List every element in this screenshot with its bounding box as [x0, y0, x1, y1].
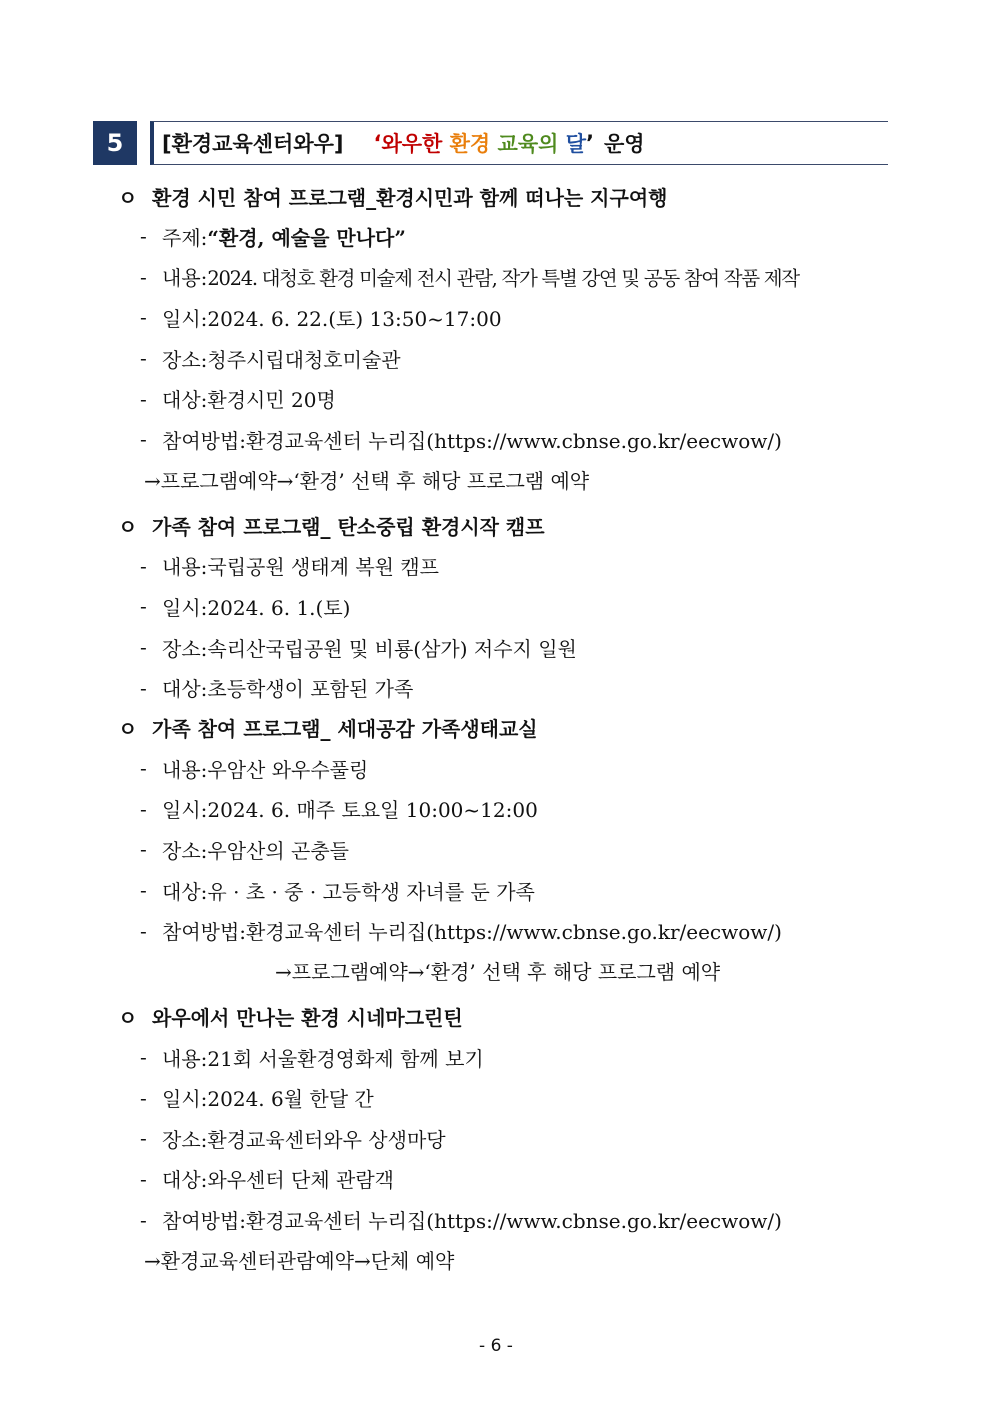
item-label: 내용: — [162, 555, 208, 580]
dash-bullet: - — [140, 1085, 147, 1110]
list-item — [118, 419, 908, 460]
item-label: 일시: — [162, 798, 208, 823]
item-label: 대상: — [162, 388, 208, 413]
dash-bullet: - — [140, 675, 147, 700]
circle-bullet-icon: ㅇ — [118, 1006, 138, 1031]
section-number-badge: 5 — [93, 121, 137, 165]
dash-bullet: - — [140, 1126, 147, 1151]
circle-bullet-icon: ㅇ — [118, 185, 138, 210]
list-item — [118, 586, 908, 627]
item-value: 속리산국립공원 및 비룡(삼가) 저수지 일원 — [207, 636, 577, 661]
title-word-dal: 달 — [565, 132, 586, 156]
section-heading-text: 가족 참여 프로그램_ 탄소중립 환경시작 캠프 — [152, 515, 545, 540]
list-item — [118, 789, 908, 830]
item-value: 환경교육센터 누리집(https://www.cbnse.go.kr/eecwow/) — [246, 428, 782, 453]
circle-bullet-icon: ㅇ — [118, 717, 138, 742]
item-value: 2024. 6월 한달 간 — [207, 1087, 374, 1112]
list-item — [118, 910, 908, 951]
item-value: 초등학생이 포함된 가족 — [207, 677, 414, 702]
list-item — [118, 748, 908, 789]
item-value: 환경교육센터 누리집(https://www.cbnse.go.kr/eecwow/) — [246, 1209, 782, 1234]
item-label: 대상: — [162, 879, 208, 904]
item-label: 장소: — [162, 347, 208, 372]
item-value: 환경시민 20명 — [207, 388, 336, 413]
dash-bullet: - — [140, 918, 147, 943]
dash-bullet: - — [140, 1207, 147, 1232]
dash-bullet: - — [140, 1166, 147, 1191]
item-value: 와우센터 단체 관람객 — [207, 1168, 394, 1193]
dash-bullet: - — [140, 594, 147, 619]
list-item — [118, 1159, 908, 1200]
section-heading — [118, 506, 908, 546]
section-heading — [118, 997, 908, 1037]
list-item — [118, 1037, 908, 1078]
item-value: 환경교육센터 누리집(https://www.cbnse.go.kr/eecwow/) — [246, 920, 782, 945]
item-value: 2024. 6. 22.(토) 13:50~17:00 — [207, 306, 502, 331]
item-label: 장소: — [162, 1127, 208, 1152]
item-label: 참여방법: — [162, 428, 247, 453]
item-label: 대상: — [162, 677, 208, 702]
section-heading-text: 가족 참여 프로그램_ 세대공감 가족생태교실 — [152, 717, 538, 742]
title-suffix: 운영 — [603, 132, 645, 156]
continuation-line: →프로그램예약→‘환경’ 선택 후 해당 프로그램 예약 — [144, 469, 590, 494]
item-value: 우암산 와우수풀링 — [207, 757, 369, 782]
continuation-line: →환경교육센터관람예약→단체 예약 — [144, 1249, 455, 1274]
item-value: 환경교육센터와우 상생마당 — [207, 1127, 446, 1152]
title-word-hwangyeong: 환경 — [449, 132, 491, 156]
item-value: “환경, 예술을 만나다” — [207, 225, 406, 250]
list-item — [118, 257, 908, 298]
section-heading-text: 와우에서 만나는 환경 시네마그린틴 — [152, 1006, 463, 1031]
section-heading — [118, 708, 908, 748]
item-value: 국립공원 생태계 복원 캠프 — [207, 555, 439, 580]
item-label: 참여방법: — [162, 920, 247, 945]
dash-bullet: - — [140, 386, 147, 411]
list-item — [118, 297, 908, 338]
item-value: 2024. 6. 매주 토요일 10:00~12:00 — [207, 798, 538, 823]
list-item — [118, 667, 908, 708]
dash-bullet: - — [140, 756, 147, 781]
list-item — [118, 378, 908, 419]
item-value: 청주시립대청호미술관 — [207, 347, 401, 372]
dash-bullet: - — [140, 427, 147, 452]
list-item — [118, 627, 908, 668]
list-item — [118, 870, 908, 911]
section-title-box — [150, 121, 888, 165]
list-item — [118, 829, 908, 870]
list-item — [118, 1199, 908, 1240]
item-value: 유 · 초 · 중 · 고등학생 자녀를 둔 가족 — [207, 879, 535, 904]
item-label: 일시: — [162, 306, 208, 331]
dash-bullet: - — [140, 878, 147, 903]
section-heading-text: 환경 시민 참여 프로그램_환경시민과 함께 떠나는 지구여행 — [152, 185, 668, 210]
center-name: [환경교육센터와우] — [162, 132, 344, 156]
list-item — [118, 338, 908, 379]
quote-open: ‘ — [373, 131, 382, 155]
item-value: 21회 서울환경영화제 함께 보기 — [207, 1046, 484, 1071]
list-item — [118, 1118, 908, 1159]
dash-bullet: - — [140, 224, 147, 249]
item-label: 참여방법: — [162, 1209, 247, 1234]
list-item — [118, 216, 908, 257]
list-item — [118, 546, 908, 587]
dash-bullet: - — [140, 264, 147, 289]
title-word-wowhan: 와우한 — [381, 132, 443, 156]
dash-bullet: - — [140, 796, 147, 821]
dash-bullet: - — [140, 553, 147, 578]
page-number: - 6 - — [479, 1336, 513, 1356]
section-header — [93, 121, 888, 165]
quote-close: ’ — [586, 131, 594, 155]
title-word-gyoyukui: 교육의 — [497, 132, 559, 156]
item-label: 내용: — [162, 1046, 208, 1071]
item-label: 장소: — [162, 838, 208, 863]
circle-bullet-icon: ㅇ — [118, 515, 138, 540]
item-value: 2024. 6. 1.(토) — [207, 595, 351, 620]
item-label: 내용: — [162, 757, 208, 782]
list-item — [118, 1078, 908, 1119]
item-label: 대상: — [162, 1168, 208, 1193]
section-heading — [118, 176, 908, 216]
dash-bullet: - — [140, 305, 147, 330]
document-body — [118, 176, 908, 1280]
item-label: 내용: — [162, 266, 208, 291]
item-label: 장소: — [162, 636, 208, 661]
item-label: 일시: — [162, 595, 208, 620]
item-value: 우암산의 곤충들 — [207, 838, 349, 863]
continuation-line: →프로그램예약→‘환경’ 선택 후 해당 프로그램 예약 — [275, 960, 721, 985]
dash-bullet: - — [140, 635, 147, 660]
item-label: 주제: — [162, 225, 208, 250]
dash-bullet: - — [140, 346, 147, 371]
item-label: 일시: — [162, 1087, 208, 1112]
dash-bullet: - — [140, 837, 147, 862]
item-value: 2024. 대청호 환경 미술제 전시 관람, 작가 특별 강연 및 공동 참여 작품 제작 — [207, 266, 799, 290]
dash-bullet: - — [140, 1045, 147, 1070]
